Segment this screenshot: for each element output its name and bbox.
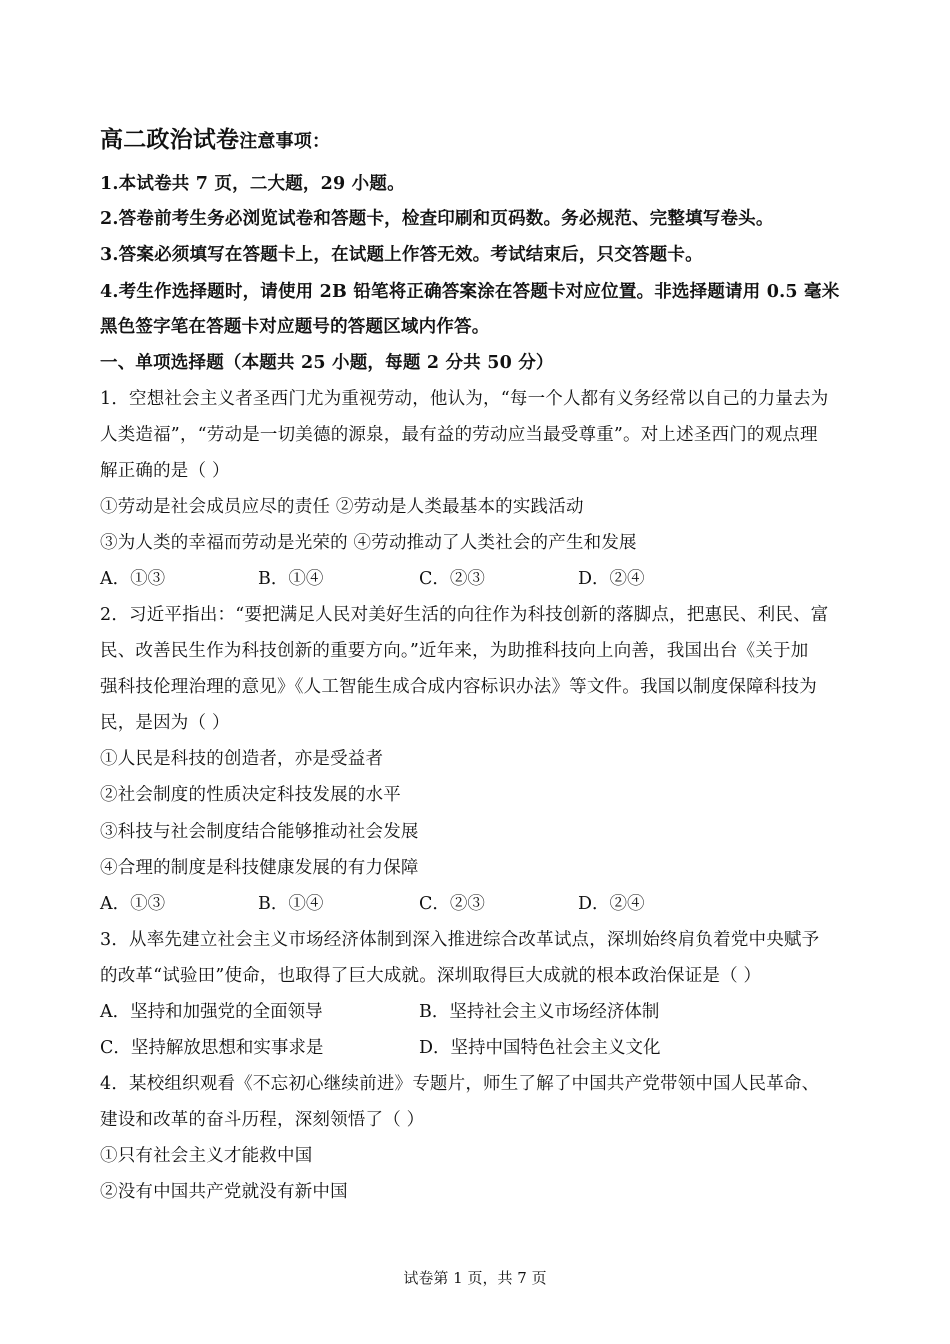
q3-option-d: D．坚持中国特色社会主义文化 bbox=[419, 1038, 661, 1058]
q1-option-c: C．②③ bbox=[419, 569, 485, 589]
q3-stem-line: 的改革“试验田”使命，也取得了巨大成就。深圳取得巨大成就的根本政治保证是（ ） bbox=[100, 966, 762, 986]
q4-item: ②没有中国共产党就没有新中国 bbox=[100, 1182, 348, 1202]
q3-option-b: B．坚持社会主义市场经济体制 bbox=[419, 1002, 660, 1022]
page-title bbox=[100, 128, 860, 154]
q1-stem-line: 1．空想社会主义者圣西门尤为重视劳动，他认为，“每一个人都有义务经常以自己的力量去为 bbox=[100, 389, 829, 409]
q2-option-b: B．①④ bbox=[258, 894, 324, 914]
q2-item: ②社会制度的性质决定科技发展的水平 bbox=[100, 785, 401, 805]
q2-stem-line: 民，是因为（ ） bbox=[100, 713, 230, 733]
q4-item: ①只有社会主义才能救中国 bbox=[100, 1146, 313, 1166]
notes-heading: 注意事项： bbox=[239, 131, 331, 152]
q4-stem-line: 建设和改革的奋斗历程，深刻领悟了（ ） bbox=[100, 1110, 425, 1130]
q2-stem-line: 2．习近平指出：“要把满足人民对美好生活的向往作为科技创新的落脚点，把惠民、利民、富 bbox=[100, 605, 829, 625]
q2-stem-line: 强科技伦理治理的意见》《人工智能生成合成内容标识办法》等文件。我国以制度保障科技为 bbox=[100, 677, 817, 697]
q2-item: ④合理的制度是科技健康发展的有力保障 bbox=[100, 858, 419, 878]
q4-stem-line: 4．某校组织观看《不忘初心继续前进》专题片，师生了解了中国共产党带领中国人民革命、 bbox=[100, 1074, 820, 1094]
note-3: 3.答案必须填写在答题卡上，在试题上作答无效。考试结束后，只交答题卡。 bbox=[100, 245, 703, 265]
q1-option-a: A．①③ bbox=[100, 569, 166, 589]
q2-stem-line: 民、改善民生作为科技创新的重要方向。”近年来，为助推科技向上向善，我国出台《关于加 bbox=[100, 641, 809, 661]
q3-option-a: A．坚持和加强党的全面领导 bbox=[100, 1002, 323, 1022]
exam-title: 高二政治试卷 bbox=[100, 126, 240, 153]
q2-item: ③科技与社会制度结合能够推动社会发展 bbox=[100, 822, 419, 842]
note-1: 1.本试卷共 7 页，二大题，29 小题。 bbox=[100, 174, 405, 194]
q1-stem-line: 解正确的是（ ） bbox=[100, 461, 230, 481]
q1-stem-line: 人类造福”，“劳动是一切美德的源泉，最有益的劳动应当最受尊重”。对上述圣西门的观点理 bbox=[100, 425, 818, 445]
q1-option-b: B．①④ bbox=[258, 569, 324, 589]
q1-item: ③为人类的幸福而劳动是光荣的 ④劳动推动了人类社会的产生和发展 bbox=[100, 533, 637, 553]
q2-option-d: D．②④ bbox=[578, 894, 645, 914]
q2-option-c: C．②③ bbox=[419, 894, 485, 914]
note-4-cont: 黑色签字笔在答题卡对应题号的答题区域内作答。 bbox=[100, 317, 490, 337]
q2-option-a: A．①③ bbox=[100, 894, 166, 914]
note-4: 4.考生作选择题时，请使用 2B 铅笔将正确答案涂在答题卡对应位置。非选择题请用 0.5 毫米 bbox=[100, 282, 840, 302]
q2-item: ①人民是科技的创造者，亦是受益者 bbox=[100, 749, 384, 769]
section-heading: 一、单项选择题（本题共 25 小题，每题 2 分共 50 分） bbox=[100, 353, 554, 373]
q3-stem-line: 3．从率先建立社会主义市场经济体制到深入推进综合改革试点，深圳始终肩负着党中央赋予 bbox=[100, 930, 820, 950]
note-2: 2.答卷前考生务必浏览试卷和答题卡，检查印刷和页码数。务必规范、完整填写卷头。 bbox=[100, 209, 774, 229]
q3-option-c: C．坚持解放思想和实事求是 bbox=[100, 1038, 324, 1058]
page-footer: 试卷第 1 页，共 7 页 bbox=[403, 1269, 547, 1287]
q1-item: ①劳动是社会成员应尽的责任 ②劳动是人类最基本的实践活动 bbox=[100, 497, 584, 517]
q1-option-d: D．②④ bbox=[578, 569, 645, 589]
